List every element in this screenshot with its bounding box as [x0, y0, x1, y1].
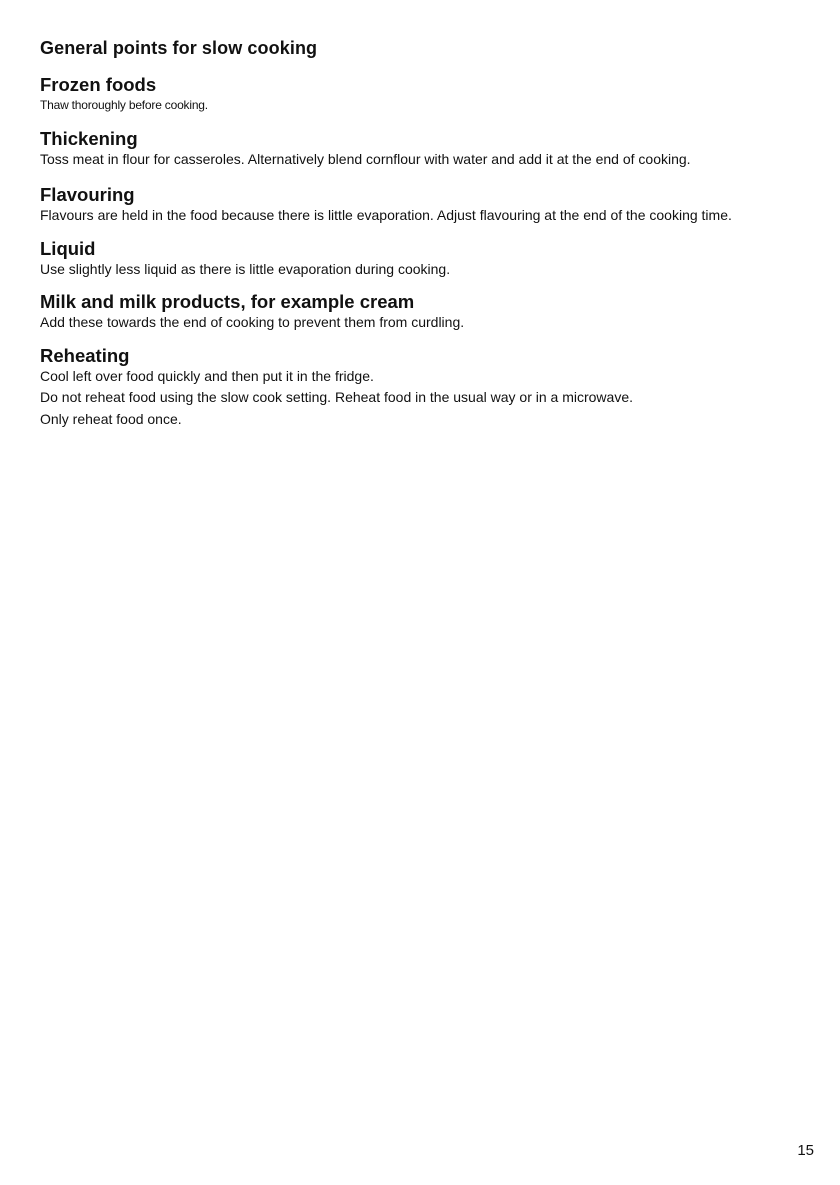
body-line: Flavours are held in the food because there is little evaporation. Adjust flavouring at the end of the cooking time.	[40, 207, 732, 223]
section-heading-milk-products: Milk and milk products, for example cream	[40, 291, 415, 312]
section-heading-flavouring: Flavouring	[40, 184, 135, 205]
document-page	[40, 38, 815, 441]
section-thickening	[40, 128, 815, 171]
section-heading-thickening: Thickening	[40, 127, 138, 149]
body-line: Do not reheat food using the slow cook setting. Reheat food in the usual way or in a microwave.	[40, 389, 634, 405]
body-line: Thaw thoroughly before cooking.	[40, 98, 208, 112]
section-frozen-foods	[40, 74, 815, 117]
body-line: Toss meat in flour for casseroles. Alternatively blend cornflour with water and add it at the end of cooking.	[40, 150, 691, 167]
section-body-flavouring	[40, 205, 815, 227]
section-body-liquid	[40, 259, 815, 281]
section-heading-liquid: Liquid	[40, 237, 96, 259]
section-body-frozen-foods	[40, 95, 815, 117]
page-title: General points for slow cooking	[40, 38, 318, 58]
section-reheating	[40, 345, 815, 431]
section-milk-products	[40, 291, 815, 334]
section-heading-reheating: Reheating	[40, 344, 130, 366]
section-body-reheating	[40, 366, 815, 431]
section-liquid	[40, 238, 815, 281]
section-flavouring	[40, 184, 815, 227]
body-line: Use slightly less liquid as there is little evaporation during cooking.	[40, 260, 451, 277]
body-line: Add these towards the end of cooking to prevent them from curdling.	[40, 314, 465, 330]
page-number: 15	[797, 1142, 814, 1159]
section-body-milk-products	[40, 312, 815, 334]
section-heading-frozen-foods: Frozen foods	[40, 74, 157, 95]
body-line: Only reheat food once.	[40, 410, 182, 427]
section-body-thickening	[40, 149, 815, 171]
body-line: Cool left over food quickly and then put it in the fridge.	[40, 367, 374, 384]
